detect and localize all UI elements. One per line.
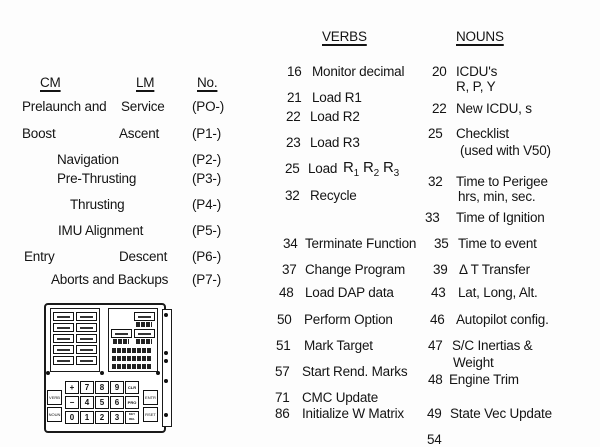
- program-no: (P3-): [192, 171, 221, 186]
- warning-lamp-panel: [50, 308, 100, 372]
- noun-number: 32: [428, 174, 443, 189]
- stby-lamp: [53, 334, 74, 343]
- gimbal-lock-lamp: [76, 323, 97, 332]
- verb-registers: $R_1$ $R_2$ $R_3$: [343, 159, 399, 179]
- verb-label: Change Program: [305, 262, 406, 277]
- prog-lamp: [76, 334, 97, 343]
- noun-label: Time of Ignition: [456, 210, 545, 225]
- screw-icon: [100, 371, 104, 375]
- key-1: 1: [80, 411, 94, 424]
- key-2: 2: [95, 411, 109, 424]
- noun-number: 46: [430, 312, 445, 327]
- verb-number: 48: [279, 285, 294, 300]
- program-shared: Navigation: [57, 152, 119, 167]
- verb-digits: [113, 339, 129, 344]
- entr-key: ENTR: [143, 390, 158, 405]
- temp-lamp: [76, 312, 97, 321]
- verb-number: 22: [286, 109, 301, 124]
- verb-label: Load R2: [310, 109, 360, 124]
- verb-label: Load R1: [312, 90, 362, 105]
- noun-label-line2: R, P, Y: [456, 79, 496, 94]
- noun-label: State Vec Update: [450, 406, 552, 421]
- noun-number: 43: [431, 285, 446, 300]
- verb-number: 57: [275, 364, 290, 379]
- key-0: 0: [65, 411, 79, 424]
- nouns-header: NOUNS: [456, 29, 504, 44]
- cm-header: CM: [40, 75, 61, 90]
- verb-label: Perform Option: [304, 312, 393, 327]
- noun-number: 47: [428, 338, 443, 353]
- verb-label: Recycle: [310, 188, 357, 203]
- verb-number: 51: [276, 338, 291, 353]
- noun-number: 22: [432, 101, 447, 116]
- noun-number: 33: [425, 210, 440, 225]
- register-3-digits: [112, 364, 152, 369]
- noun-number: 35: [434, 236, 449, 251]
- program-lm: Ascent: [119, 126, 160, 141]
- screw-icon: [164, 313, 168, 317]
- program-cm: Boost: [22, 126, 56, 141]
- verb-key: VERB: [47, 390, 62, 405]
- uplink-acty-lamp: [53, 312, 74, 321]
- key-rel-key: KEY REL: [125, 411, 139, 424]
- pro-key: PRO: [125, 396, 139, 409]
- rset-key: RSET: [143, 407, 158, 422]
- screw-icon: [164, 359, 168, 363]
- verb-number: 50: [277, 312, 292, 327]
- minus-key: −: [65, 396, 79, 409]
- noun-label: Lat, Long, Alt.: [458, 285, 538, 300]
- restart-lamp: [76, 345, 97, 354]
- program-cm: Entry: [24, 249, 55, 264]
- verb-label: Load DAP data: [305, 285, 394, 300]
- program-lm: Service: [121, 99, 165, 114]
- noun-number-clipped: 54: [427, 432, 442, 447]
- no-att-lamp: [53, 323, 74, 332]
- screw-icon: [46, 371, 50, 375]
- noun-label: Engine Trim: [449, 372, 519, 387]
- program-no: (P4-): [192, 197, 221, 212]
- program-shared: Thrusting: [70, 197, 125, 212]
- noun-number: 20: [432, 64, 447, 79]
- plus-key: +: [65, 381, 79, 394]
- verb-label: Terminate Function: [305, 236, 417, 251]
- verb-label: Load: [308, 161, 338, 176]
- prog-digits: [136, 322, 152, 327]
- verb-number: 34: [283, 236, 298, 251]
- program-shared: IMU Alignment: [58, 223, 144, 238]
- noun-key: NOUN: [47, 407, 62, 422]
- noun-number: 25: [428, 126, 443, 141]
- tracker-lamp: [76, 356, 97, 365]
- clr-key: CLR: [125, 381, 139, 394]
- verb-label: Initialize W Matrix: [302, 406, 404, 421]
- noun-label-line2: hrs, min, sec.: [458, 189, 536, 204]
- verb-label: Load R3: [310, 135, 360, 150]
- program-no: (P5-): [192, 223, 221, 238]
- key-3: 3: [110, 411, 124, 424]
- verb-label: Start Rend. Marks: [302, 364, 408, 379]
- noun-number: 48: [428, 372, 443, 387]
- key-9: 9: [110, 381, 124, 394]
- verb-number: 37: [282, 262, 297, 277]
- dsky-illustration: [44, 303, 174, 435]
- program-no: (PO-): [192, 99, 224, 114]
- key-8: 8: [95, 381, 109, 394]
- verb-number: 16: [287, 64, 302, 79]
- register-1-digits: [112, 348, 152, 353]
- noun-label: Δ T Transfer: [459, 262, 530, 277]
- program-no: (P6-): [192, 249, 221, 264]
- verb-label: Monitor decimal: [312, 64, 405, 79]
- program-no: (P7-): [192, 272, 221, 287]
- no-header: No.: [197, 75, 218, 90]
- program-lm: Descent: [119, 249, 168, 264]
- verb-number: 86: [275, 406, 290, 421]
- key-6: 6: [110, 396, 124, 409]
- verb-label: Mark Target: [304, 338, 373, 353]
- verb-number: 21: [287, 90, 302, 105]
- noun-label: ICDU's: [456, 64, 498, 79]
- noun-label: Autopilot config.: [456, 312, 549, 327]
- verb-number: 25: [285, 161, 300, 176]
- verb-number: 32: [285, 188, 300, 203]
- numeric-display-panel: [108, 308, 158, 372]
- program-shared: Pre-Thrusting: [57, 171, 137, 186]
- opr-err-lamp: [53, 356, 74, 365]
- screw-icon: [156, 371, 160, 375]
- verb-indicator: [111, 329, 132, 338]
- key-4: 4: [80, 396, 94, 409]
- register-2-digits: [112, 356, 152, 361]
- noun-label-line2: (used with V50): [460, 143, 551, 158]
- noun-number: 39: [433, 262, 448, 277]
- noun-label: S/C Inertias &: [452, 338, 533, 353]
- noun-indicator: [134, 329, 155, 338]
- noun-number: 49: [427, 406, 442, 421]
- key-rel-lamp: [53, 345, 74, 354]
- screw-icon: [164, 413, 168, 417]
- verb-label: CMC Update: [302, 390, 379, 405]
- noun-label: Time to Perigee: [456, 174, 548, 189]
- verb-number: 71: [275, 390, 290, 405]
- lm-header: LM: [136, 75, 155, 90]
- key-7: 7: [80, 381, 94, 394]
- prog-indicator: [134, 312, 155, 321]
- program-cm: Prelaunch and: [22, 99, 107, 114]
- dsky-side-rail: [162, 309, 172, 427]
- noun-digits: [136, 339, 152, 344]
- noun-label: Checklist: [456, 126, 509, 141]
- screw-icon: [164, 379, 168, 383]
- key-5: 5: [95, 396, 109, 409]
- screw-icon: [164, 351, 168, 355]
- verb-number: 23: [286, 135, 301, 150]
- noun-label-line2: Weight: [453, 355, 494, 370]
- program-shared: Aborts and Backups: [51, 272, 169, 287]
- program-no: (P1-): [192, 126, 221, 141]
- noun-label: Time to event: [458, 236, 537, 251]
- program-no: (P2-): [192, 152, 221, 167]
- noun-label: New ICDU, s: [456, 101, 532, 116]
- verbs-header: VERBS: [322, 29, 367, 44]
